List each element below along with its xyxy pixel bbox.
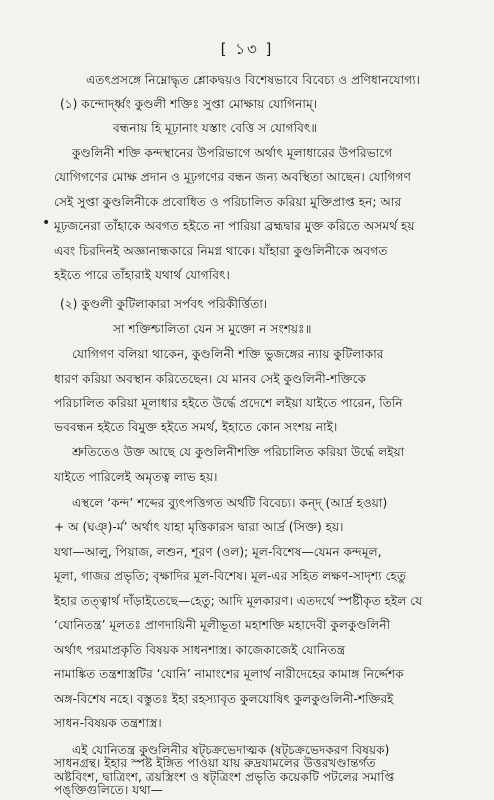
text-line: পঙ্‌ক্তিগুলিতে। যথা— [54,783,163,797]
text-line: যাইতে পারিলেই অমৃতত্ব লাভ হয়। [54,470,218,484]
text-line: + অ (ঘঞ্‌)-র্ম’ অর্থাৎ যাহা মৃত্তিকারস দ্বারা আর্দ্র (সিক্ত) হয়। [54,520,344,534]
margin-mark: • [42,215,51,231]
text-line: যোগিগণ বলিয়া থাকেন, কুণ্ডলিনী শক্তি ভুজঙ্গের ন্যায় কুটিলাকার [72,347,384,361]
text-line: যোগিগণের মোক্ষ প্রদান ও মূঢ়গণের বন্ধন জন্য অবস্থিতা আছেন। যোগিগণ [54,170,412,184]
text-line: অষ্টবিংশ, দ্বাত্রিংশ, ত্রয়স্ত্রিংশ ও ষট্‌ত্রিংশ প্রভৃতি কয়েকটি পটলের সমাপ্তি [54,769,395,784]
text-line: অঙ্গ-বিশেষ নহে। বস্তুতঃ ইহা রহস্যাবৃত কুলযোষিৎ কুলকুণ্ডলিনী-শক্তিরই [54,692,394,706]
page-number: [ ১৩ ] [220,40,274,58]
text-line: এস্থলে ‘কন্দ’ শব্দের ব্যুৎপত্তিগত অর্থটি বিবেচ্য। কন্দ্‌ (আর্দ্র হওয়া) [72,496,388,510]
verse-line: (২) কুণ্ডলী কুটিলাকারা সর্পবৎ পরিকীর্ত্তিতা। [60,297,268,311]
text-line: শ্রুতিতেও উক্ত আছে যে কুণ্ডলিনীশক্তি পরিচালিত করিয়া উর্দ্ধে লইয়া [72,445,405,459]
text-line: কুণ্ডলিনী শক্তি কন্দস্থানের উপরিভাগে অর্থাৎ মূলাধারের উপরিভাগে [72,146,393,160]
verse-line: বন্ধনায় হি মূঢ়ানাং যস্তাং বেত্তি স যোগবিৎ॥ [113,121,318,135]
text-line: ধারণ করিয়া অবস্থান করিতেছেন। যে মানব সেই কুণ্ডলিনী-শক্তিকে [54,372,367,386]
verse-line: সা শক্তিশ্চালিতা যেন স মুক্তো ন সংশয়ঃ॥ [113,322,312,336]
text-line: সাধন-বিষয়ক তন্ত্রশাস্ত্র। [54,716,162,730]
verse-line: (১) কন্দোর্দ্ধ্বং কুণ্ডলী শক্তিঃ সুপ্তা মোক্ষায় যোগিনাম্‌। [60,97,318,111]
text-line: ‘যোনিতন্ত্র’ মূলতঃ প্রাণদায়িনী মূলীভূতা মহাশক্তি মহাদেবী কুলকুণ্ডলিনী [54,618,391,632]
text-line: হইতে পারে তাঁহারাই যথার্থ যোগবিৎ। [54,268,230,282]
text-line: সেই সুপ্তা কুণ্ডলিনীকে প্রবোধিত ও পরিচালিত করিয়া মুক্তিপ্রাপ্ত হন; আর [54,195,402,209]
text-line: মূলা, গাজর প্রভৃতি; বৃক্ষাদির মূল-বিশেষ। মূল-এর সহিত লক্ষণ-সাদৃশ্য হেতু [54,569,407,583]
text-line: পরিচালিত করিয়া মূলাধার হইতে উর্দ্ধে প্রদেশে লইয়া যাইতে পারেন, তিনি [54,396,403,410]
text-line: এই যোনিতন্ত্র কুণ্ডলিনীর ষট্‌চক্রভেদাত্মক (ষট্‌চক্রভেদকরণ বিষয়ক) [72,743,390,757]
text-line: অর্থাৎ পরমাপ্রকৃতি বিষয়ক সাধনশাস্ত্র। কাজেকাজেই যোনিতন্ত্র [54,643,346,657]
text-line: যথা—আলু, পিয়াজ, লশুন, শূরণ (ওল); মূল-বিশেষ—যেমন কন্দমূল, [54,545,382,559]
text-line: ভববন্ধন হইতে বিমুক্ত হইতে সমর্থ, ইহাতে কোন সংশয় নাই। [54,420,338,434]
text-line: ইহার তত্ত্বার্থ দাঁড়াইতেছে—হেতু; আদি মূলকারণ। এতদর্থে স্পষ্টীকৃত হইল যে [54,594,423,608]
text-line: এবং চিরদিনই অজ্ঞানান্ধকারে নিমগ্ন থাকে। যাঁহারা কুণ্ডলিনীকে অবগত [54,244,388,258]
text-line: সাধনগ্রন্থ। ইহার স্পষ্ট ইঙ্গিত পাওয়া যায় রুদ্রযামলের উত্তরখণ্ডান্তর্গত [54,756,376,771]
text-line: এতৎপ্রসঙ্গে নিম্নোদ্ধৃত শ্লোকদ্বয়ও বিশেষভাবে বিবেচ্য ও প্রণিধানযোগ্য। [86,73,421,87]
text-line: মূঢ়জনেরা তাঁহাকে অবগত হইতে না পারিয়া ব্রহ্মদ্বার মুক্ত করিতে অসমর্থ হয় [54,219,415,233]
text-line: নামাঙ্কিত তন্ত্রশাস্ত্রটির ‘যোনি’ নামাংশের মূলার্থ নারীদেহের কামাঙ্গ নির্দ্দেশক [54,667,404,681]
